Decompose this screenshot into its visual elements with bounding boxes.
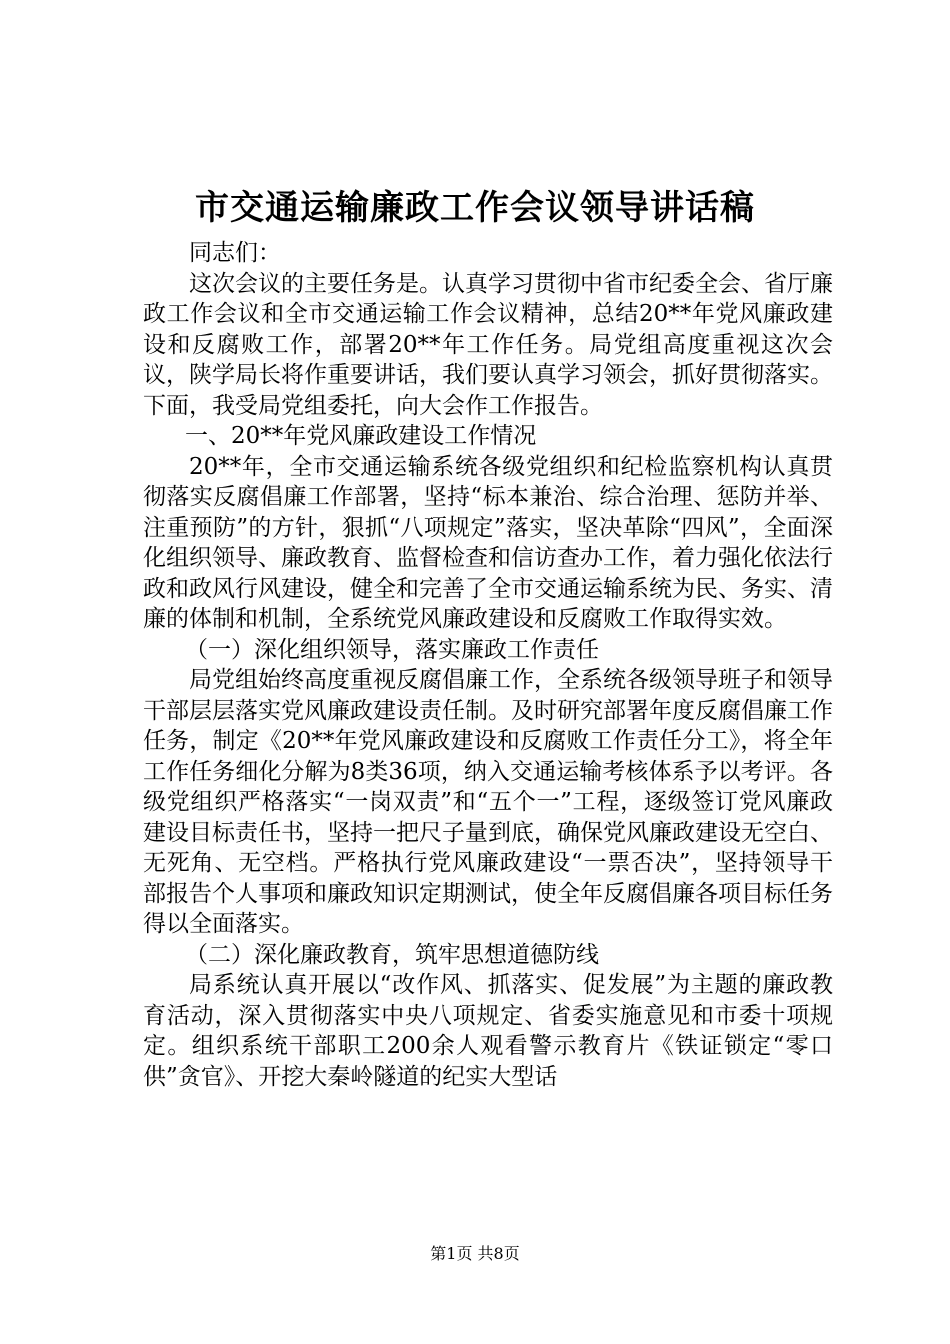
salutation-paragraph: 同志们： (189, 240, 281, 266)
body-paragraph-1: 局党组始终高度重视反腐倡廉工作，全系统各级领导班子和领导干部层层落实党风廉政建设责任制。及时研究部署年度反腐倡廉工作任务，制定《20**年党风廉政建设和反腐败工作责任分工》，将全年工作任务细化分解为8类36项，纳入交通运输考核体系予以考评。各级党组织严格落实“一岗双责”和“五个一”工程，逐级签订党风廉政建设目标责任书，坚持一把尺子量到底，确保党风廉政建设无空白、无死角、无空档。严格执行党风廉政建设“一票否决”，坚持领导干部报告个人事项和廉政知识定期测试，使全年反腐倡廉各项目标任务得以全面落实。 (143, 667, 833, 937)
document-body (143, 238, 833, 1092)
intro-paragraph: 这次会议的主要任务是。认真学习贯彻中省市纪委全会、省厅廉政工作会议和全市交通运输工作会议精神，总结20**年党风廉政建设和反腐败工作，部署20**年工作任务。局党组高度重视这次会议，陕学局长将作重要讲话，我们要认真学习领会，抓好贯彻落实。下面，我受局党组委托，向大会作工作报告。 (143, 270, 833, 419)
subsection-heading-2: （二）深化廉政教育，筑牢思想道德防线 (185, 941, 599, 968)
body-paragraph-2: 局系统认真开展以“改作风、抓落实、促发展”为主题的廉政教育活动，深入贯彻落实中央八项规定、省委实施意见和市委十项规定。组织系统干部职工200余人观看警示教育片《铁证锁定“零口供”贪官》、开挖大秦岭隧道的纪实大型话 (143, 972, 833, 1090)
overview-paragraph: 20**年，全市交通运输系统各级党组织和纪检监察机构认真贯彻落实反腐倡廉工作部署，坚持“标本兼治、综合治理、惩防并举、注重预防”的方针，狠抓“八项规定”落实，坚决革除“四风”，全面深化组织领导、廉政教育、监督检查和信访查办工作，着力强化依法行政和政风行风建设，健全和完善了全市交通运输系统为民、务实、清廉的体制和机制，全系统党风廉政建设和反腐败工作取得实效。 (143, 453, 833, 632)
document-title: 市交通运输廉政工作会议领导讲话稿 (195, 188, 755, 228)
page-number-footer: 第1页 共8页 (430, 1244, 520, 1263)
subsection-heading-1: （一）深化组织领导，落实廉政工作责任 (185, 636, 599, 663)
section-heading: 一、20**年党风廉政建设工作情况 (185, 423, 537, 449)
